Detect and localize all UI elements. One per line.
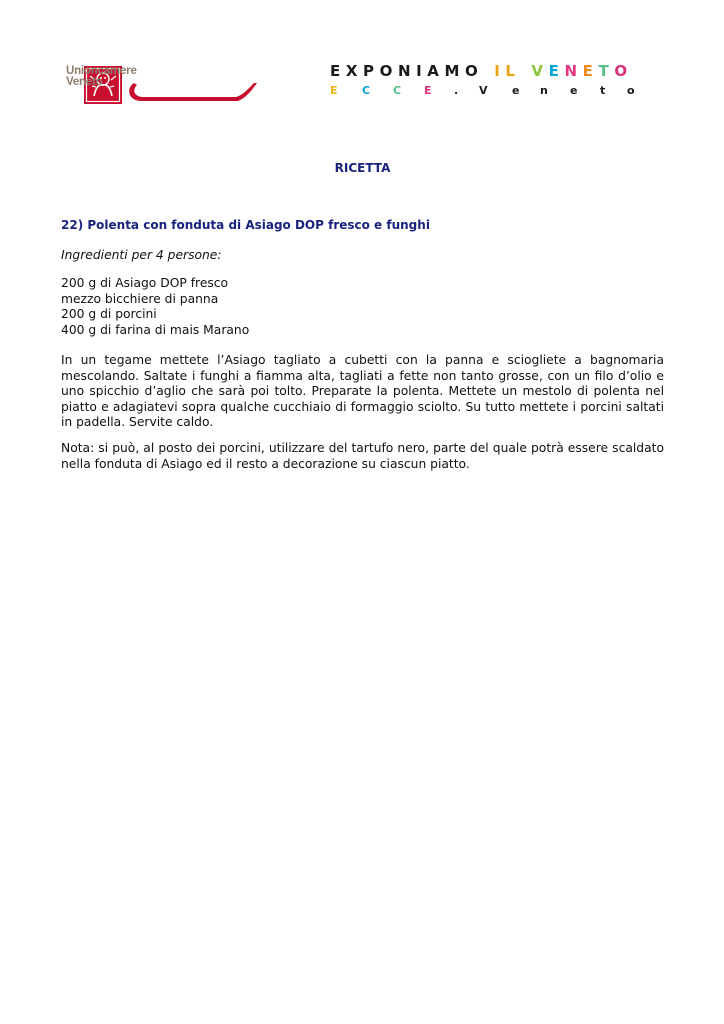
document-title: RICETTA (334, 161, 391, 175)
note-paragraph: Nota: si può, al posto dei porcini, utilizzare del tartufo nero, parte del quale potrà essere scaldato nella fonduta di Asiago ed il resto a decorazione su ciascun piatto. (61, 441, 664, 471)
tagline-letter: . (454, 84, 459, 97)
logo-letter: N (564, 62, 583, 80)
ingredients-heading: Ingredienti per 4 persone: (61, 248, 222, 262)
tagline-letter: e (512, 84, 520, 97)
page-header (0, 0, 724, 120)
org-name-line1: Unioncamere (66, 65, 137, 77)
logo-letter: T (598, 62, 615, 80)
logo-headline (330, 62, 640, 80)
tagline-letter: E (424, 84, 432, 97)
ingredients-list (61, 276, 249, 338)
tagline-letter: E (330, 84, 338, 97)
logo-swoosh-icon (126, 80, 258, 106)
ingredient-item: mezzo bicchiere di panna (61, 291, 219, 306)
exponiamo-il-veneto-logo (330, 62, 640, 102)
tagline-letter: n (540, 84, 548, 97)
tagline-letter: C (362, 84, 371, 97)
org-name-line2: Veneto (66, 76, 103, 88)
ingredient-item: 200 g di porcini (61, 307, 157, 321)
instructions-paragraph: In un tegame mettete l’Asiago tagliato a cubetti con la panna e sciogliete a bagnomaria mescolando. Saltate i funghi a fiamma alta, tagliati a fette non tanto grosse, con un filo d’olio e uno spicchio d’aglio che sarà poi tolto. Preparate la polenta. Mettete un mestolo di polenta nel piatto e adagiatevi sopra qualche cucchiaio di formaggio sciolto. Su tutto mettete i porcini saltati in padella. Servite caldo. (61, 353, 664, 429)
logo-letter: V (531, 62, 549, 80)
tagline-letter: e (570, 84, 578, 97)
ingredient-item: 400 g di farina di mais Marano (61, 322, 250, 337)
tagline-letter: V (479, 84, 488, 97)
logo-letter: O (614, 62, 633, 80)
logo-word-il: IL (494, 62, 521, 80)
ingredient-item: 200 g di Asiago DOP fresco (61, 276, 229, 290)
logo-letter: E (548, 62, 565, 80)
logo-tagline (330, 84, 640, 98)
recipe-name: 22) Polenta con fonduta di Asiago DOP fresco e funghi (61, 218, 430, 232)
logo-letter: E (582, 62, 599, 80)
tagline-letter: o (627, 84, 635, 97)
logo-word-exponiamo: EXPONIAMO (330, 62, 484, 80)
tagline-letter: t (600, 84, 606, 97)
tagline-letter: C (393, 84, 402, 97)
